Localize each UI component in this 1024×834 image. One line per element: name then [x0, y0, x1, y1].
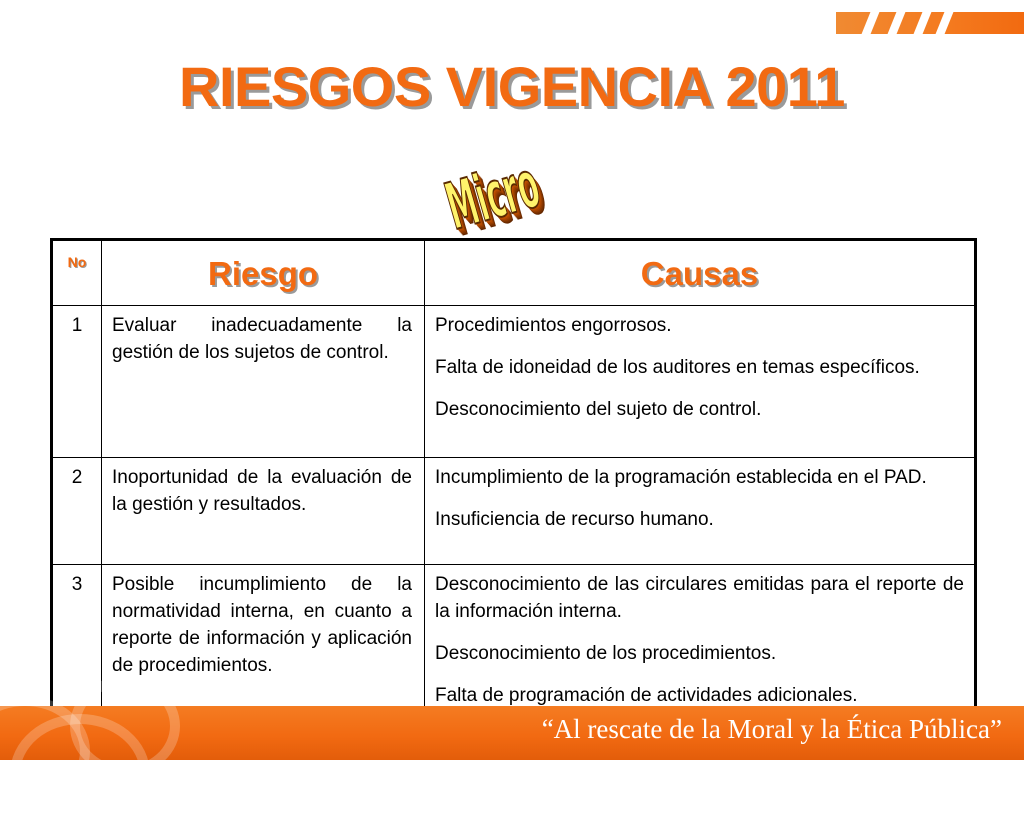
- causes-cell: [425, 458, 976, 565]
- cause-item: Desconocimiento de los procedimientos.: [435, 643, 777, 664]
- cause-item: Incumplimiento de la programación establecida en el PAD.: [435, 467, 927, 488]
- header-causas: Causas: [425, 240, 976, 306]
- row-number: 2: [52, 458, 102, 565]
- footer-slogan: “Al rescate de la Moral y la Ética Pública”: [541, 714, 1002, 744]
- table-header-row: [52, 240, 976, 306]
- row-number: 3: [52, 565, 102, 719]
- cause-item: Falta de idoneidad de los auditores en temas específicos.: [435, 357, 920, 378]
- cause-item: Falta de programación de actividades adicionales.: [435, 685, 858, 706]
- row-number: 1: [52, 306, 102, 458]
- cause-item: Desconocimiento del sujeto de control.: [435, 399, 762, 420]
- risk-description: Posible incumplimiento de la normatividad interna, en cuanto a reporte de información y aplicación de procedimientos.: [102, 565, 425, 719]
- risk-description: Evaluar inadecuadamente la gestión de los sujetos de control.: [102, 306, 425, 458]
- header-riesgo: Riesgo: [102, 240, 425, 306]
- risk-table: [50, 238, 977, 720]
- causes-cell: [425, 306, 976, 458]
- cause-item: Desconocimiento de las circulares emitidas para el reporte de la información interna.: [435, 574, 964, 622]
- table-row: [52, 565, 976, 719]
- risk-description: Inoportunidad de la evaluación de la gestión y resultados.: [102, 458, 425, 565]
- table-row: [52, 458, 976, 565]
- micro-wordart-text: Micro: [438, 146, 548, 245]
- cause-item: Insuficiencia de recurso humano.: [435, 509, 714, 530]
- table-row: [52, 306, 976, 458]
- header-decorative-band: [836, 12, 1024, 34]
- causes-cell: [425, 565, 976, 719]
- header-no: No: [52, 240, 102, 306]
- page-title: RIESGOS VIGENCIA 2011: [179, 55, 845, 118]
- cause-item: Procedimientos engorrosos.: [435, 315, 672, 336]
